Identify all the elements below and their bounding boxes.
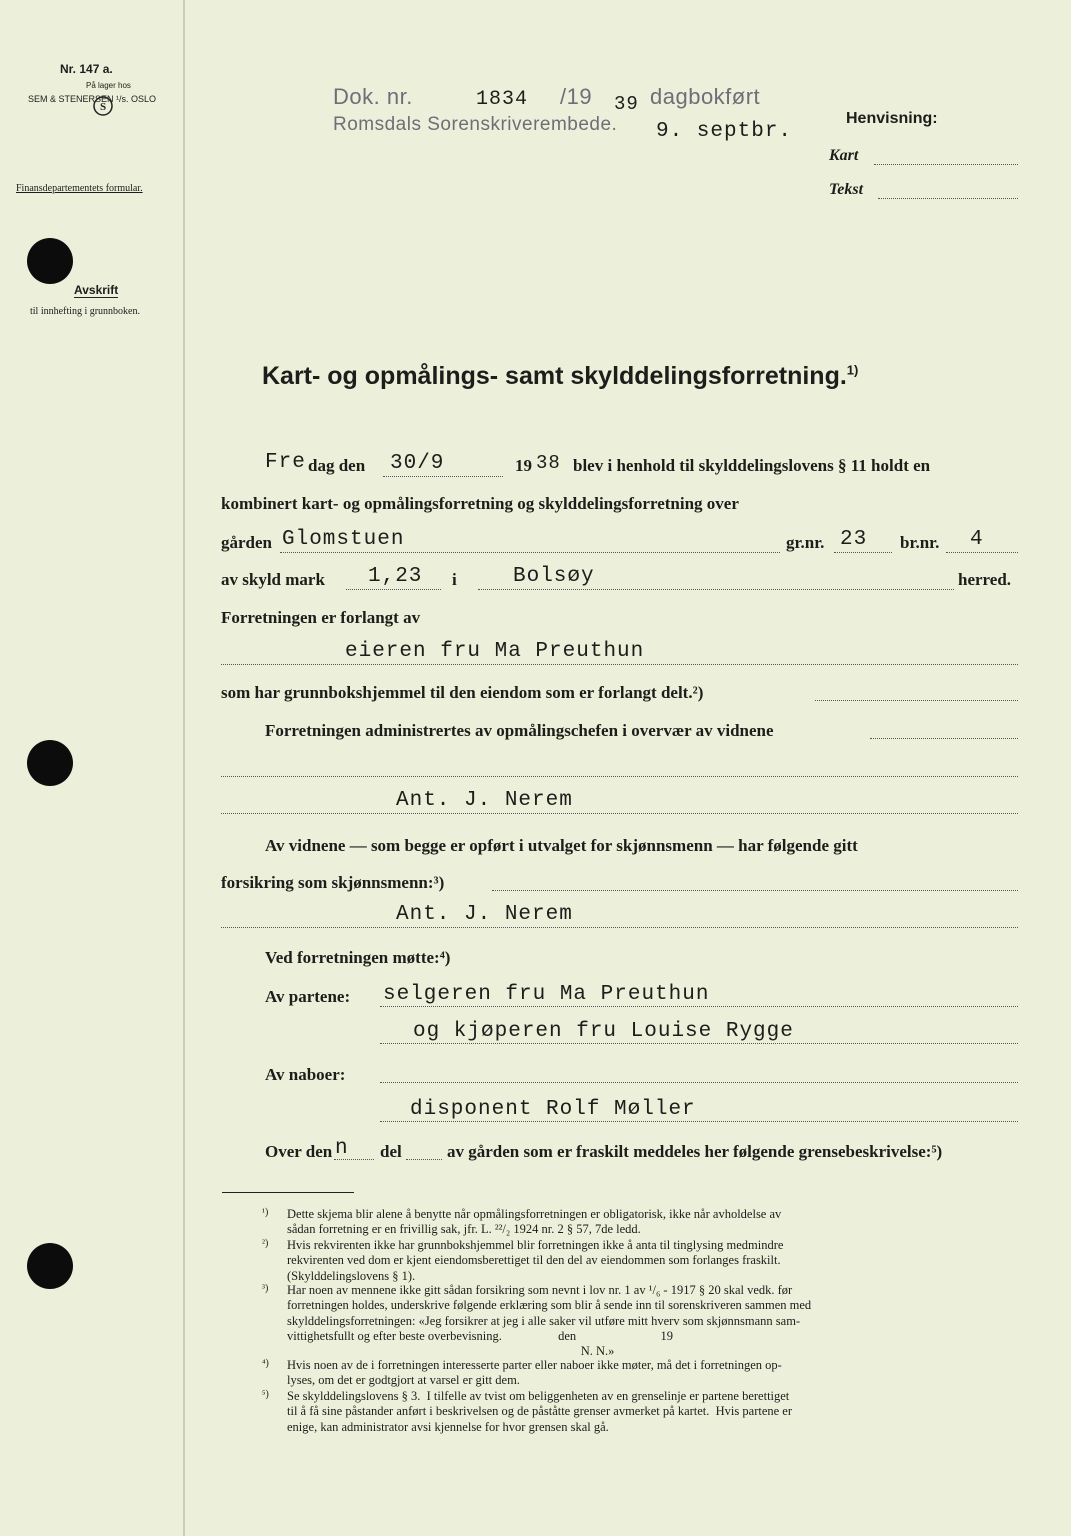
stamp-dok-number: 1834: [476, 88, 529, 111]
garden-value: Glomstuen: [282, 528, 405, 551]
footnote-separator: [222, 1192, 354, 1193]
intro-dag-den: dag den: [308, 456, 366, 475]
footnote-number: ¹): [262, 1207, 269, 1218]
footnote-line: N. N.»: [287, 1344, 615, 1359]
over-label: Over den: [265, 1142, 333, 1161]
reference-tekst: Tekst: [829, 181, 864, 198]
footnote-line: Se skylddelingslovens § 3. I tilfelle av tvist om beliggenheten av en grenselinje er partene berettiget: [287, 1389, 790, 1403]
punch-hole-middle: [27, 740, 73, 786]
over-line: [334, 1159, 374, 1160]
grnr-value: 23: [840, 528, 868, 551]
ministry-formular: Finansdepartementets formular.: [16, 183, 143, 194]
motte-label: Ved forretningen møtte:⁴): [265, 948, 451, 967]
intro-day-typed: Fre: [265, 451, 306, 474]
stamp-date: 9. septbr.: [656, 120, 793, 143]
intro-rest: blev i henhold til skylddelingslovens § 11 holdt en: [573, 456, 931, 475]
stamp-dagbokfort: dagbokført: [650, 84, 761, 109]
naboer-label: Av naboer:: [265, 1065, 346, 1084]
document-title: [262, 362, 858, 391]
garden-label: gården: [221, 533, 272, 552]
skyld-line: [346, 589, 441, 590]
grnr-line: [834, 552, 892, 553]
naboer-value: disponent Rolf Møller: [410, 1098, 696, 1121]
footnote-line: forretningen holdes, underskrive følgende erklæring som blir å sende inn til sorenskriveren sammen med: [287, 1298, 812, 1313]
footnote-line: Har noen av mennene ikke gitt sådan forsikring som nevnt i lov nr. 1 av ¹/₆ - 1917 § 20 skal vedk. før: [287, 1283, 793, 1297]
herred-line: [478, 589, 954, 590]
skyld-label: av skyld mark: [221, 570, 325, 589]
hjemmel-line: som har grunnbokshjemmel til den eiendom som er forlangt delt.²): [221, 683, 704, 702]
forlangt-value: eieren fru Ma Preuthun: [345, 640, 645, 663]
vidnene-line: Av vidnene — som begge er opført i utvalget for skjønnsmenn — har følgende gitt: [265, 836, 858, 855]
del-label: del: [380, 1142, 402, 1161]
hjemmel-line-dots: [815, 700, 1018, 701]
line-kombinert: kombinert kart- og opmålingsforretning og skylddelingsforretning over: [221, 494, 739, 513]
avskrift-subtitle: til innhefting i grunnboken.: [30, 306, 140, 317]
partene-label: Av partene:: [265, 987, 351, 1006]
intro-year-typed: 38: [536, 452, 561, 474]
naboer-line-1: [380, 1082, 1018, 1083]
publisher-line-2: SEM & STENERSEN ¹/s. OSLO: [28, 94, 157, 104]
intro-year-printed: 19: [515, 456, 532, 475]
margin-rule: [183, 0, 185, 1536]
forsikring-value: Ant. J. Nerem: [396, 903, 573, 926]
svg-text:S: S: [99, 101, 107, 113]
date-line: [383, 476, 503, 477]
brnr-line: [946, 552, 1018, 553]
footnote-line: lyses, om det er godtgjort at varsel er gitt dem.: [287, 1373, 520, 1388]
forlangt-label: Forretningen er forlangt av: [221, 608, 421, 627]
forsikring-label: forsikring som skjønnsmenn:³): [221, 873, 445, 892]
footnote-line: sådan forretning er en frivillig sak, jfr. L. ²²/₂ 1924 nr. 2 § 57, 7de ledd.: [287, 1222, 641, 1237]
publisher-logo-icon: [93, 96, 113, 116]
punch-hole-bottom: [27, 1243, 73, 1289]
reference-heading: Henvisning:: [846, 110, 938, 127]
stamp-year-prefix: /19: [560, 84, 593, 109]
footnote-number: ³): [262, 1283, 269, 1294]
footnote-number: ⁴): [262, 1358, 269, 1369]
partene-line-1: [380, 1006, 1018, 1007]
footnote-line: til å få sine påstander anført i beskrivelsen og de påståtte grenser avmerket på kartet. Hvis partene er: [287, 1404, 793, 1419]
admin-line: Forretningen administrertes av opmålingschefen i overvær av vidnene: [265, 721, 774, 740]
footnote-line: skylddelingsforretningen: «Jeg forsikrer at jeg i alle saker vil utføre mitt hverv som skjønnsmann sam-: [287, 1313, 801, 1328]
publisher-line-1: På lager hos: [86, 81, 131, 90]
over-typed: n: [335, 1137, 349, 1160]
document-title-text: Kart- og opmålings- samt skylddelingsforretning.: [262, 362, 847, 390]
vidner-blank-line: [221, 776, 1018, 777]
partene-value-1: selgeren fru Ma Preuthun: [383, 983, 710, 1006]
footnote-line: Hvis noen av de i forretningen interesserte parter eller naboer ikke møter, må det i forretningen op-: [287, 1358, 782, 1372]
forlangt-line: [221, 664, 1018, 665]
footnote-line: Dette skjema blir alene å benytte når opmålingsforretningen er obligatorisk, ikke når avholdelse av: [287, 1207, 782, 1221]
vidne-line: [221, 813, 1018, 814]
naboer-line-2: [380, 1121, 1018, 1122]
footnote-number: ⁵): [262, 1389, 269, 1400]
punch-hole-top: [27, 238, 73, 284]
footnote-line: vittighetsfullt og efter beste overbevisning. den 19: [287, 1328, 674, 1343]
del-line: [406, 1159, 442, 1160]
form-number: Nr. 147 a.: [60, 62, 113, 76]
stamp-dok-label: Dok. nr.: [333, 84, 413, 109]
herred-value: Bolsøy: [513, 565, 595, 588]
vidne-value: Ant. J. Nerem: [396, 789, 573, 812]
footnote-line: (Skylddelingslovens § 1).: [287, 1268, 416, 1283]
reference-kart: Kart: [829, 147, 859, 164]
intro-date-typed: 30/9: [390, 452, 445, 475]
reference-tekst-line: [878, 198, 1018, 199]
title-footnote-ref: 1): [846, 362, 859, 378]
footnote-line: rekvirenten ved dom er kjent eiendomsberettiget til den del av eiendommen som forlanges fraskilt.: [287, 1253, 781, 1268]
forsikring-line-1: [492, 890, 1018, 891]
herred-label: herred.: [958, 570, 1012, 589]
reference-kart-line: [874, 164, 1018, 165]
grnr-label: gr.nr.: [786, 533, 825, 552]
footnote-line: Hvis rekvirenten ikke har grunnbokshjemmel blir forretningen ikke å anta til tinglysing medmindre: [287, 1238, 784, 1252]
garden-line: [280, 552, 780, 553]
partene-line-2: [380, 1043, 1018, 1044]
skyld-value: 1,23: [368, 565, 423, 588]
admin-line-dots: [870, 738, 1018, 739]
brnr-value: 4: [970, 528, 984, 551]
forsikring-line-2: [221, 927, 1018, 928]
stamp-office: Romsdals Sorenskriverembede.: [333, 114, 618, 135]
over-rest: av gården som er fraskilt meddeles her følgende grensebeskrivelse:⁵): [447, 1142, 943, 1161]
i-label: i: [452, 570, 457, 589]
footnote-line: enige, kan administrator avsi kjennelse for hvor grensen skal gå.: [287, 1419, 609, 1434]
avskrift-label: Avskrift: [74, 283, 119, 297]
footnote-number: ²): [262, 1238, 269, 1249]
brnr-label: br.nr.: [900, 533, 940, 552]
stamp-year-suffix: 39: [614, 93, 639, 115]
partene-value-2: og kjøperen fru Louise Rygge: [413, 1020, 794, 1043]
